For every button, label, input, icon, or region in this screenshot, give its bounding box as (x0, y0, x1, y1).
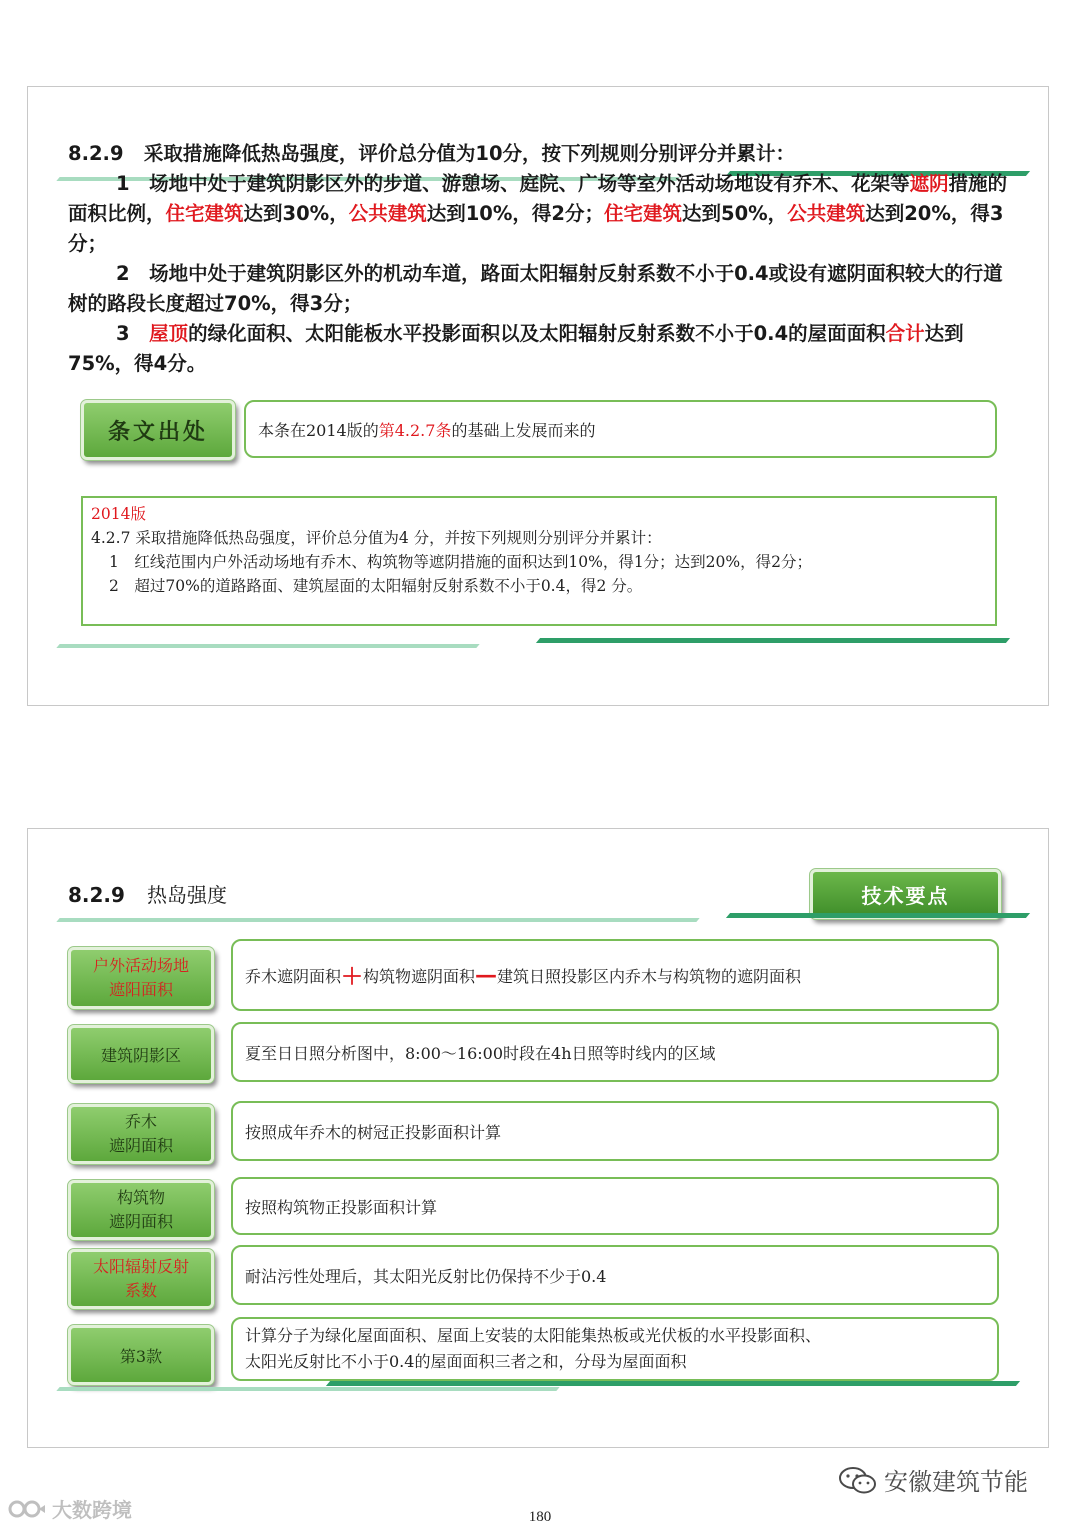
source-content: 本条在2014版的 第4.2.7条 的基础上发展而来的 (244, 400, 997, 458)
old-version-line-2: 1 红线范围内户外活动场地有乔木、构筑物等遮阴措施的面积达到10%，得1分；达到20%，得2分； (109, 553, 812, 571)
term-label-solar-reflectance: 太阳辐射反射 系数 (68, 1249, 214, 1309)
footer-stripe-light (56, 644, 479, 648)
source-label: 条文出处 (81, 400, 235, 460)
slide-technical-points (27, 828, 1049, 1448)
article-item-2: 2 场地中处于建筑阴影区外的机动车道，路面太阳辐射反射系数不小于0.4或设有遮阴面积较大的行道树的路段长度超过70%，得3分； (68, 262, 1003, 315)
term-content-solar-reflectance: 耐沾污性处理后，其太阳光反射比仍保持不少于0.4 (231, 1245, 999, 1305)
article-heading: 8.2.9 采取措施降低热岛强度，评价总分值为10分，按下列规则分别评分并累计： (68, 142, 796, 165)
term-label-tree-shade: 乔木 遮阴面积 (68, 1104, 214, 1164)
term-label-structure-shade: 构筑物 遮阴面积 (68, 1180, 214, 1240)
old-version-line-1: 4.2.7 采取措施降低热岛强度，评价总分值为4 分，并按下列规则分别评分并累计： (91, 529, 662, 547)
term-label-building-shadow: 建筑阴影区 (68, 1025, 214, 1083)
term-content-tree-shade: 按照成年乔木的树冠正投影面积计算 (231, 1101, 999, 1161)
article-text (68, 139, 1008, 379)
wechat-icon (838, 1465, 878, 1495)
article-item-3: 3 屋顶的绿化面积、太阳能板水平投影面积以及太阳辐射反射系数不小于0.4的屋面面积合计达到75%，得4分。 (68, 322, 964, 375)
old-version-line-3: 2 超过70%的道路路面、建筑屋面的太阳辐射反射系数不小于0.4，得2 分。 (109, 577, 643, 595)
term-label-clause-3: 第3款 (68, 1325, 214, 1385)
bottom-stripe (326, 1381, 1020, 1386)
footer-stripe (536, 638, 1010, 643)
old-version-tag: 2014版 (91, 505, 146, 523)
term-content-structure-shade: 按照构筑物正投影面积计算 (231, 1177, 999, 1235)
term-content-outdoor-shade: 乔木遮阴面积 ＋ 构筑物遮阴面积 — 建筑日照投影区内乔木与构筑物的遮阴面积 (231, 939, 999, 1011)
page-number: 180 (528, 1509, 552, 1525)
watermark-wechat: 安徽建筑节能 (838, 1462, 1028, 1497)
title-stripe (726, 913, 1030, 918)
term-content-building-shadow: 夏至日日照分析图中，8:00～16:00时段在4h日照等时线内的区域 (231, 1022, 999, 1082)
old-version-box (81, 496, 997, 626)
bottom-stripe-light (56, 1387, 559, 1391)
watermark-logo: 大数跨境 (8, 1494, 132, 1523)
slide-title: 8.2.9 热岛强度 (68, 883, 227, 907)
technical-points-badge: 技术要点 (810, 869, 1001, 919)
term-label-outdoor-shade: 户外活动场地 遮阳面积 (68, 947, 214, 1009)
article-item-1: 1 场地中处于建筑阴影区外的步道、游憩场、庭院、广场等室外活动场地设有乔木、花架等遮阴措施的面积比例，住宅建筑达到30%，公共建筑达到10%，得2分；住宅建筑达到50%，公共建筑达到20%，得3分； (68, 172, 1008, 255)
title-stripe-light (56, 918, 699, 922)
slide-article-text (27, 86, 1049, 706)
term-content-clause-3: 计算分子为绿化屋面面积、屋面上安装的太阳能集热板或光伏板的水平投影面积、 太阳光反射比不小于0.4的屋面面积三者之和，分母为屋面面积 (231, 1317, 999, 1381)
